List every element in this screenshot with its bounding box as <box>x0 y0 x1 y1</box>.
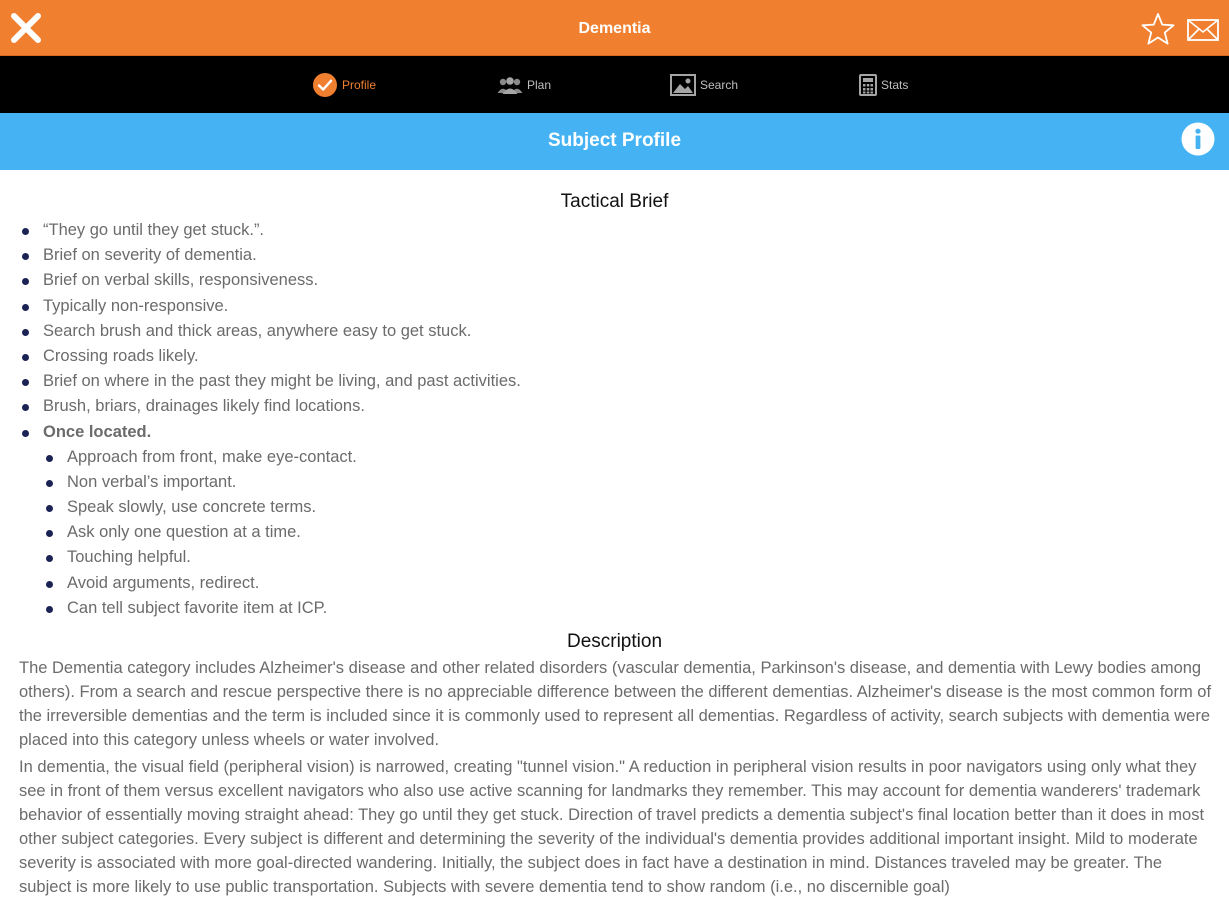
people-icon <box>497 75 523 95</box>
info-button[interactable] <box>1181 122 1215 156</box>
list-item: Brush, briars, drainages likely find locations. <box>0 394 521 419</box>
tab-bar <box>0 56 1229 113</box>
list-item: Typically non-responsive. <box>0 294 521 319</box>
sub-list-item: Approach from front, make eye-contact. <box>0 445 521 470</box>
description-paragraph: The Dementia category includes Alzheimer's disease and other related disorders (vascular dementia, Parkinson's disease, and dementia with Lewy bodies among others). From a search and rescue perspective there is no appreciable difference between the different dementias. Alzheimer's disease is the most common form of the irreversible dementias and the term is included since it is commonly used to represent all dementias. Regardless of activity, search subjects with dementia were placed into this category unless wheels or water involved. <box>19 659 1212 749</box>
list-item: Brief on verbal skills, responsiveness. <box>0 268 521 293</box>
tab-plan-label: Plan <box>527 77 552 92</box>
tactical-brief-list <box>0 218 521 621</box>
info-icon <box>1181 122 1215 156</box>
sub-list-item: Speak slowly, use concrete terms. <box>0 495 521 520</box>
close-icon <box>8 10 44 46</box>
sub-list-item: Ask only one question at a time. <box>0 520 521 545</box>
list-item: “They go until they get stuck.”. <box>0 218 521 243</box>
list-item: Brief on severity of dementia. <box>0 243 521 268</box>
description-paragraph: In dementia, the visual field (peripheral vision) is narrowed, creating "tunnel vision." A reduction in peripheral vision results in poor navigators using only what they see in front of them versus excellent navigators who also use active scanning for landmarks they remember. This may account for dementia wanderers' trademark behavior of essentially moving straight ahead: They go until they get stuck. Direction of travel predicts a dementia subject's final location better than it does in most other subject categories. Every subject is different and determining the severity of the individual's dementia provides additional important insight. Mild to moderate severity is associated with more goal-directed wandering. Initially, the subject does in fact have a destination in mind. Distances traveled may be greater. The subject is more likely to use public transportation. Subjects with severe dementia tend to show random (i.e., no discernible goal) <box>19 758 1205 896</box>
sub-list-item: Non verbal’s important. <box>0 470 521 495</box>
star-icon <box>1140 11 1176 47</box>
app-title: Dementia <box>578 20 651 37</box>
sub-list-item: Avoid arguments, redirect. <box>0 571 521 596</box>
list-item: Brief on where in the past they might be living, and past activities. <box>0 369 521 394</box>
tab-plan[interactable] <box>497 56 551 113</box>
image-icon <box>670 74 696 96</box>
checkmark-circle-icon <box>312 72 338 98</box>
list-item-once-located: Once located. <box>0 420 521 445</box>
tab-profile[interactable] <box>312 56 376 113</box>
subheader-title: Subject Profile <box>547 130 682 151</box>
content-area[interactable] <box>0 171 1229 900</box>
description-body <box>19 656 1214 900</box>
tab-stats[interactable] <box>859 56 908 113</box>
email-button[interactable] <box>1185 16 1221 44</box>
tab-search[interactable] <box>670 56 738 113</box>
subject-profile-header <box>0 113 1229 170</box>
tab-search-label: Search <box>700 77 739 92</box>
calculator-icon <box>859 74 877 96</box>
tab-stats-label: Stats <box>881 77 909 92</box>
description-title: Description <box>566 631 663 652</box>
envelope-icon <box>1185 16 1221 44</box>
sub-list-item: Can tell subject favorite item at ICP. <box>0 596 521 621</box>
favorite-button[interactable] <box>1140 11 1176 47</box>
tab-profile-label: Profile <box>342 77 377 92</box>
tactical-brief-title: Tactical Brief <box>560 191 669 212</box>
close-button[interactable] <box>8 10 44 46</box>
list-item: Crossing roads likely. <box>0 344 521 369</box>
sub-list-item: Touching helpful. <box>0 545 521 570</box>
top-app-bar <box>0 0 1229 56</box>
list-item: Search brush and thick areas, anywhere easy to get stuck. <box>0 319 521 344</box>
